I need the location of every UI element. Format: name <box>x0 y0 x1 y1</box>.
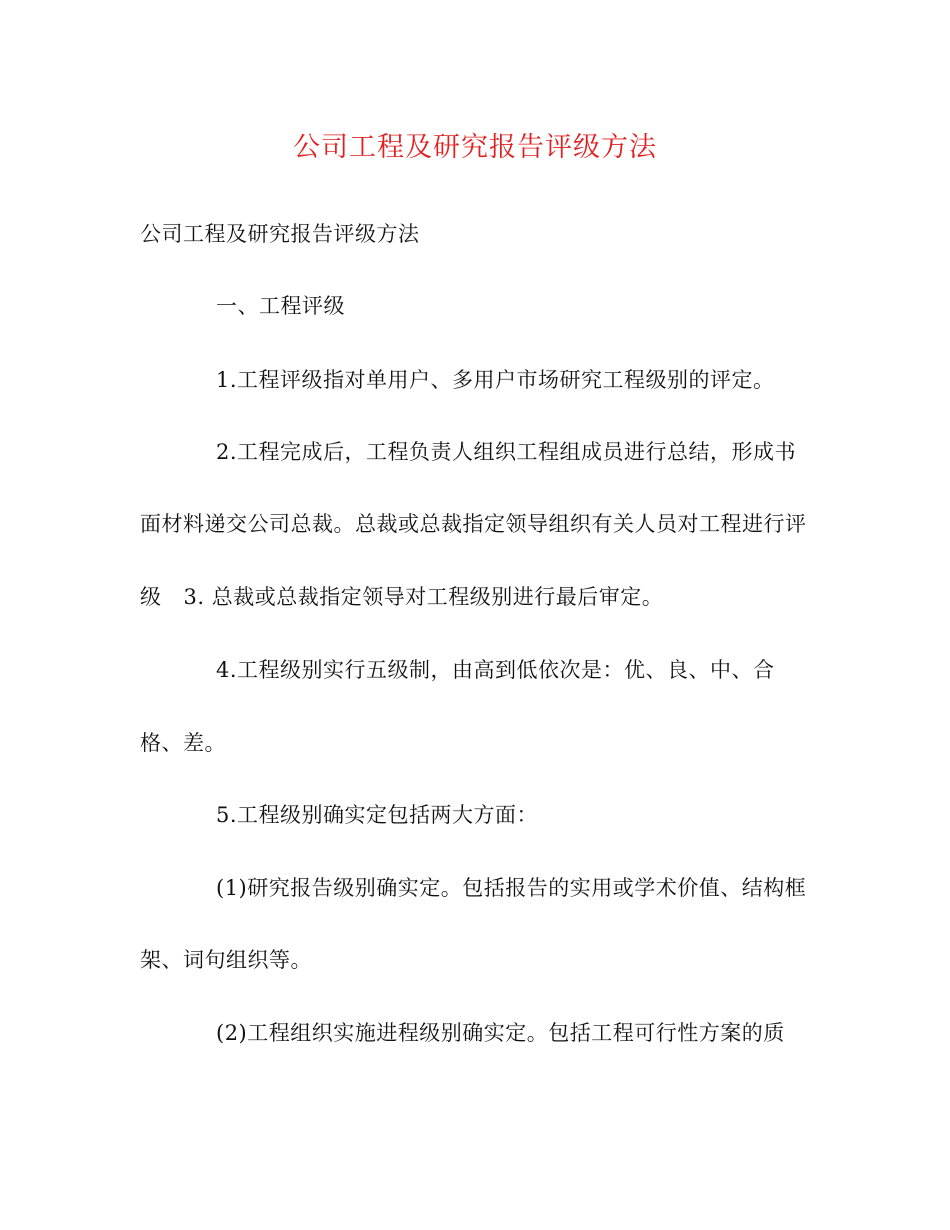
paragraph-item-2-line-2: 面材料递交公司总裁。总裁或总裁指定领导组织有关人员对工程进行评 <box>140 512 807 536</box>
paragraph-item-5: 5.工程级别确实定包括两大方面： <box>216 803 539 827</box>
sub-item-1-line-2: 架、词句组织等。 <box>140 948 312 972</box>
paragraph-item-2-line-3: 级 <box>140 585 162 609</box>
paragraph-item-4-line-2: 格、差。 <box>140 731 226 755</box>
paragraph-item-1: 1.工程评级指对单用户、多用户市场研究工程级别的评定。 <box>216 368 775 392</box>
document-subtitle: 公司工程及研究报告评级方法 <box>140 222 420 246</box>
sub-item-2-line-1: (2)工程组织实施进程级别确实定。包括工程可行性方案的质 <box>216 1021 785 1045</box>
paragraph-item-3: 3. 总裁或总裁指定领导对工程级别进行最后审定。 <box>183 585 664 609</box>
paragraph-item-2-line-1: 2.工程完成后，工程负责人组织工程组成员进行总结，形成书 <box>216 440 797 464</box>
paragraph-item-2-3-line <box>140 582 663 612</box>
section-heading: 一、工程评级 <box>216 294 345 318</box>
paragraph-item-4-line-1: 4.工程级别实行五级制，由高到低依次是：优、良、中、合 <box>216 658 775 682</box>
document-title: 公司工程及研究报告评级方法 <box>293 132 657 163</box>
sub-item-1-line-1: (1)研究报告级别确实定。包括报告的实用或学术价值、结构框 <box>216 876 807 900</box>
